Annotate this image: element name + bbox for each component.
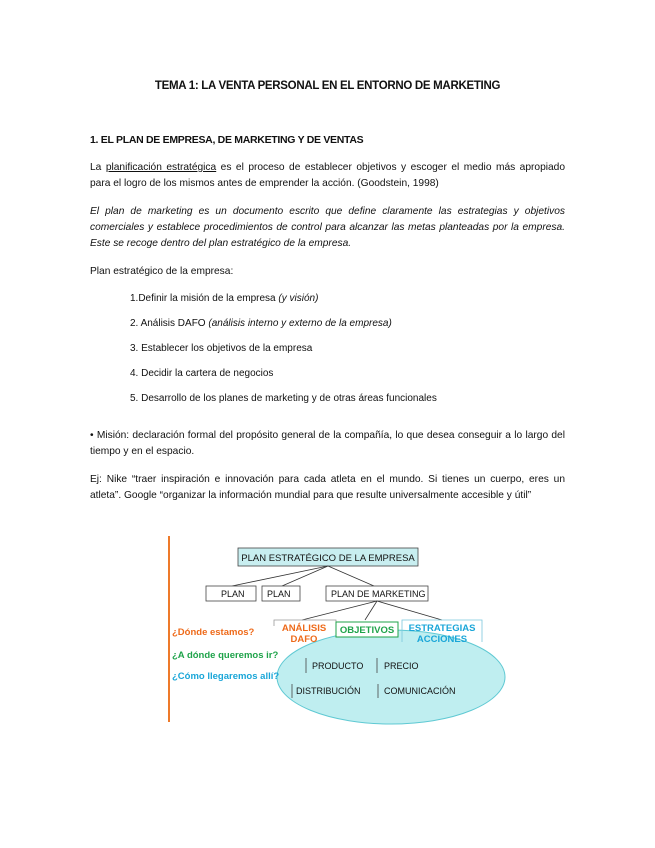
connector (377, 601, 442, 620)
document-title: TEMA 1: LA VENTA PERSONAL EN EL ENTORNO DE MARKETING (154, 80, 501, 92)
analisis-label-line1: ANÁLISIS (281, 623, 327, 634)
step-text: 4. Decidir la cartera de negocios (130, 368, 274, 379)
step-text: 5. Desarrollo de los planes de marketing y de otras áreas funcionales (130, 393, 437, 404)
step-text: 1.Definir la misión de la empresa (130, 293, 279, 304)
paragraph-mision: • Misión: declaración formal del propósito general de la compañía, lo que desea conseguir a lo largo del tiempo y en el espacio. (90, 430, 565, 457)
analisis-label-line2: DAFO (290, 634, 318, 645)
step-text: 3. Establecer los objetivos de la empresa (130, 343, 313, 354)
connector (282, 566, 328, 586)
question-a-donde-ir: ¿A dónde queremos ir? (172, 650, 279, 661)
estrategias-label-line2: ACCIONES (416, 634, 468, 645)
plan-step (130, 341, 437, 366)
para1-rest: es el proceso de establecer objetivos y escoger el medio más apropiado para el logro de los mismos antes de emprender la acción. (Goodstein, 1998) (90, 162, 565, 189)
diagram-svg (166, 536, 506, 736)
plan-step (130, 291, 437, 316)
para1-prefix: La (90, 162, 106, 173)
plan-step (130, 391, 437, 416)
section-heading: 1. EL PLAN DE EMPRESA, DE MARKETING Y DE VENTAS (90, 134, 364, 146)
producto-label: PRODUCTO (312, 661, 364, 671)
question-donde-estamos: ¿Dónde estamos? (172, 627, 255, 638)
objetivos-label: OBJETIVOS (339, 625, 395, 636)
plan-step (130, 366, 437, 391)
precio-label: PRECIO (384, 661, 419, 671)
distribucion-label: DISTRIBUCIÓN (296, 686, 361, 696)
step-text: 2. Análisis DAFO (130, 318, 209, 329)
plan-steps-list (130, 291, 437, 416)
paragraph-plan-marketing: El plan de marketing es un documento escrito que define claramente las estrategias y objetivos comerciales y establece procedimientos de control para alcanzar las metas planteadas por la empresa. Este se recoge dentro del plan estratégico de la empresa. (90, 206, 565, 249)
question-como-llegaremos: ¿Cómo llegaremos allí? (172, 671, 280, 682)
step-note: (análisis interno y externo de la empresa) (208, 318, 392, 329)
paragraph-planificacion (90, 160, 565, 192)
marketing-plan-diagram (166, 536, 506, 736)
paragraph-example: Ej: Nike “traer inspiración e innovación para cada atleta en el mundo. Si tienes un cuerpo, eres un atleta”. Google “organizar la información mundial para que resulte universalmente accesible y útil” (90, 474, 565, 501)
connector (328, 566, 374, 586)
term-planificacion-estrategica: planificación estratégica (105, 162, 217, 173)
step-note: (y visión) (278, 293, 319, 304)
connector (302, 601, 377, 620)
plan-intro: Plan estratégico de la empresa: (90, 266, 234, 277)
plan-box-2-label: PLAN (267, 589, 291, 599)
connector (232, 566, 328, 586)
estrategias-label-line1: ESTRATEGIAS (408, 623, 476, 634)
plan-marketing-label: PLAN DE MARKETING (331, 589, 426, 599)
comunicacion-label: COMUNICACIÓN (384, 686, 456, 696)
top-box-label: PLAN ESTRATÉGICO DE LA EMPRESA (241, 553, 415, 564)
plan-step (130, 316, 437, 341)
plan-box-1-label: PLAN (221, 589, 245, 599)
